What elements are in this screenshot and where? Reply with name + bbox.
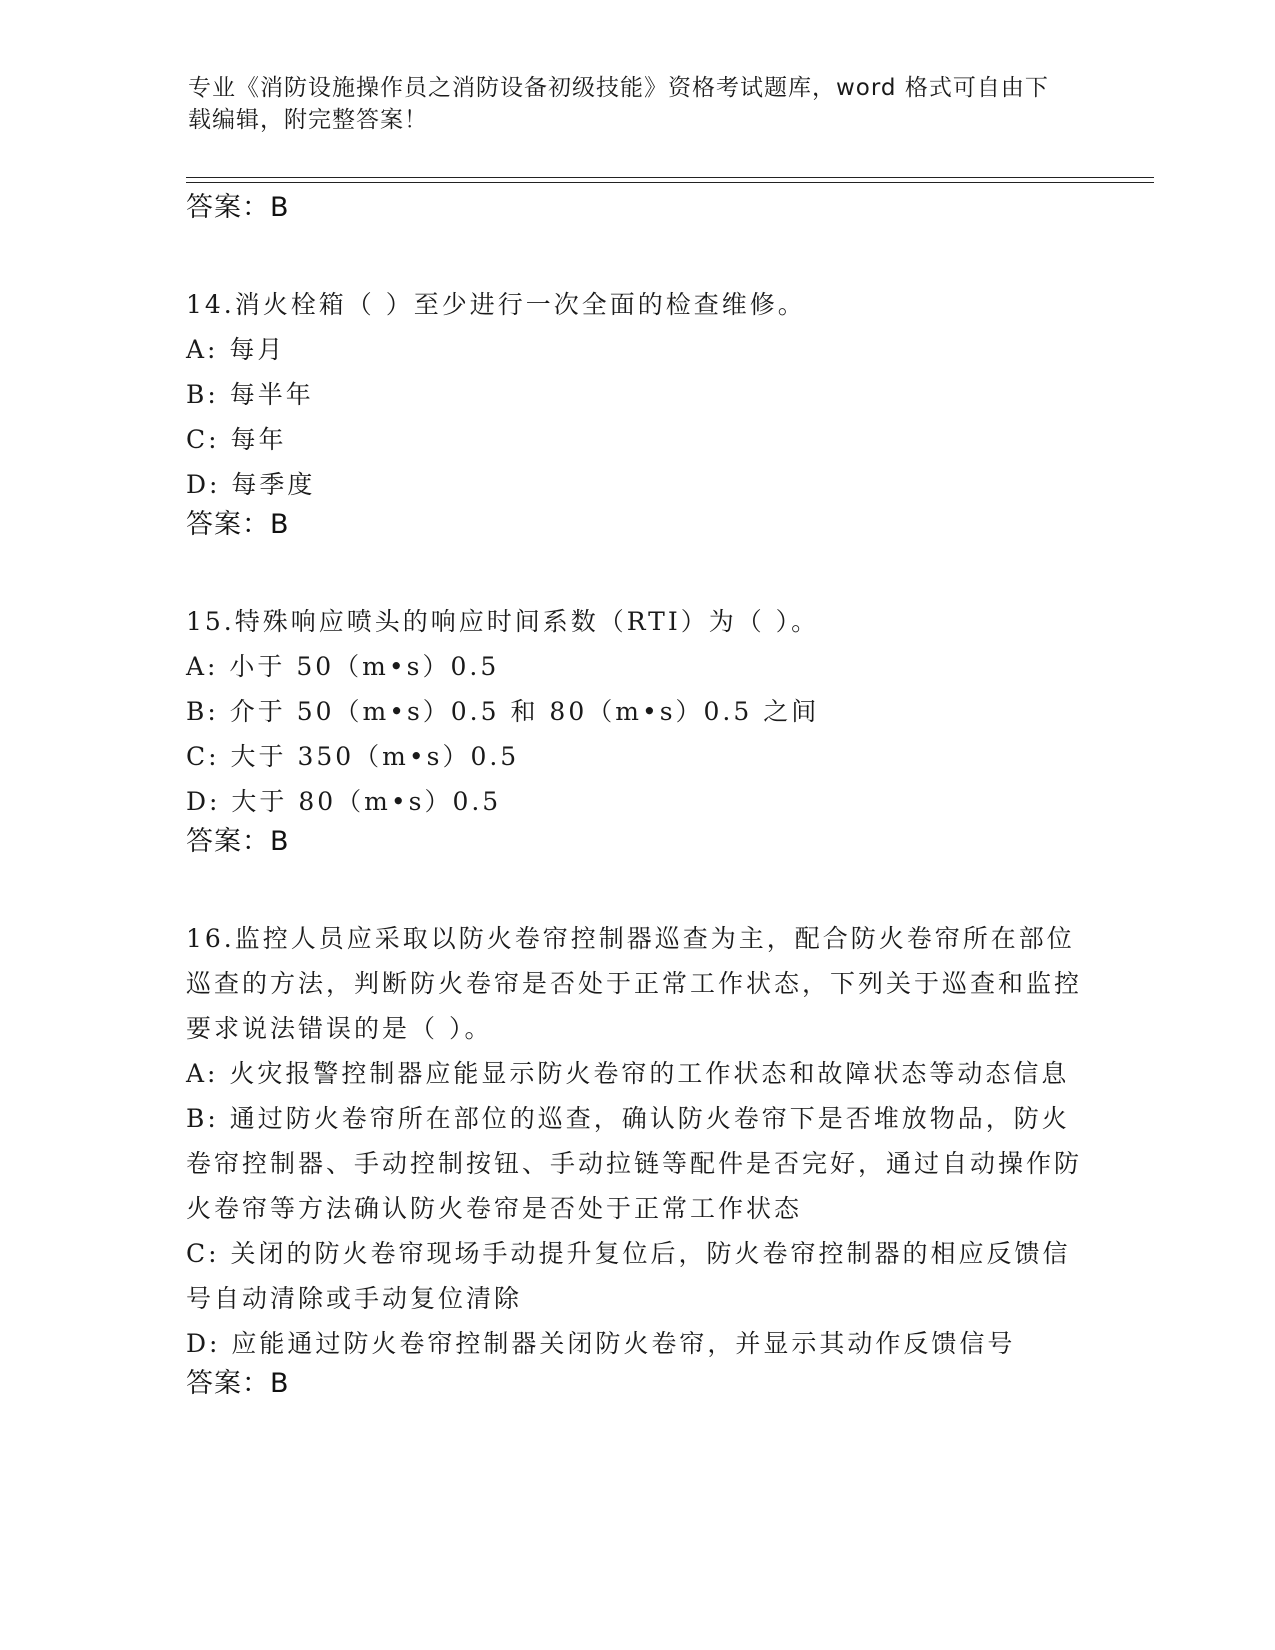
option-c: C: 大于 350（m•s）0.5 xyxy=(186,742,520,771)
option-d: D: 每季度 xyxy=(186,470,316,499)
header-divider-top xyxy=(186,177,1154,178)
header-divider-bottom xyxy=(186,182,1154,183)
option-c: C: 关闭的防火卷帘现场手动提升复位后，防火卷帘控制器的相应反馈信号自动清除或手动复位清除 xyxy=(186,1239,1071,1313)
option-c: C: 每年 xyxy=(186,425,287,454)
answer-line: 答案：B xyxy=(186,1368,290,1399)
option-d: D: 应能通过防火卷帘控制器关闭防火卷帘，并显示其动作反馈信号 xyxy=(186,1329,1016,1358)
question-stem: 14.消火栓箱（ ）至少进行一次全面的检查维修。 xyxy=(186,290,806,319)
question-list xyxy=(186,190,1086,1411)
option-b: B: 通过防火卷帘所在部位的巡查，确认防火卷帘下是否堆放物品，防火卷帘控制器、手动控制按钮、手动拉链等配件是否完好，通过自动操作防火卷帘等方法确认防火卷帘是否处于正常工作状态 xyxy=(186,1104,1083,1223)
answer-line: 答案：B xyxy=(186,826,290,857)
option-d: D: 大于 80（m•s）0.5 xyxy=(186,787,502,816)
option-a: A: 小于 50（m•s）0.5 xyxy=(186,652,500,681)
question-16 xyxy=(186,916,1086,1411)
option-a: A: 每月 xyxy=(186,335,286,364)
question-15 xyxy=(186,599,1086,869)
page-header: 专业《消防设施操作员之消防设备初级技能》资格考试题库，word 格式可自由下载编辑，附完整答案！ xyxy=(188,75,1049,133)
option-b: B: 介于 50（m•s）0.5 和 80（m•s）0.5 之间 xyxy=(186,697,820,726)
answer-line: 答案：B xyxy=(186,192,290,223)
answer-line: 答案：B xyxy=(186,509,290,540)
question-stem: 15.特殊响应喷头的响应时间系数（RTI）为（ ）。 xyxy=(186,607,820,636)
option-a: A: 火灾报警控制器应能显示防火卷帘的工作状态和故障状态等动态信息 xyxy=(186,1059,1070,1088)
question-14 xyxy=(186,282,1086,552)
option-b: B: 每半年 xyxy=(186,380,314,409)
question-stem: 16.监控人员应采取以防火卷帘控制器巡查为主，配合防火卷帘所在部位巡查的方法，判断防火卷帘是否处于正常工作状态，下列关于巡查和监控要求说法错误的是（ ）。 xyxy=(186,924,1083,1043)
